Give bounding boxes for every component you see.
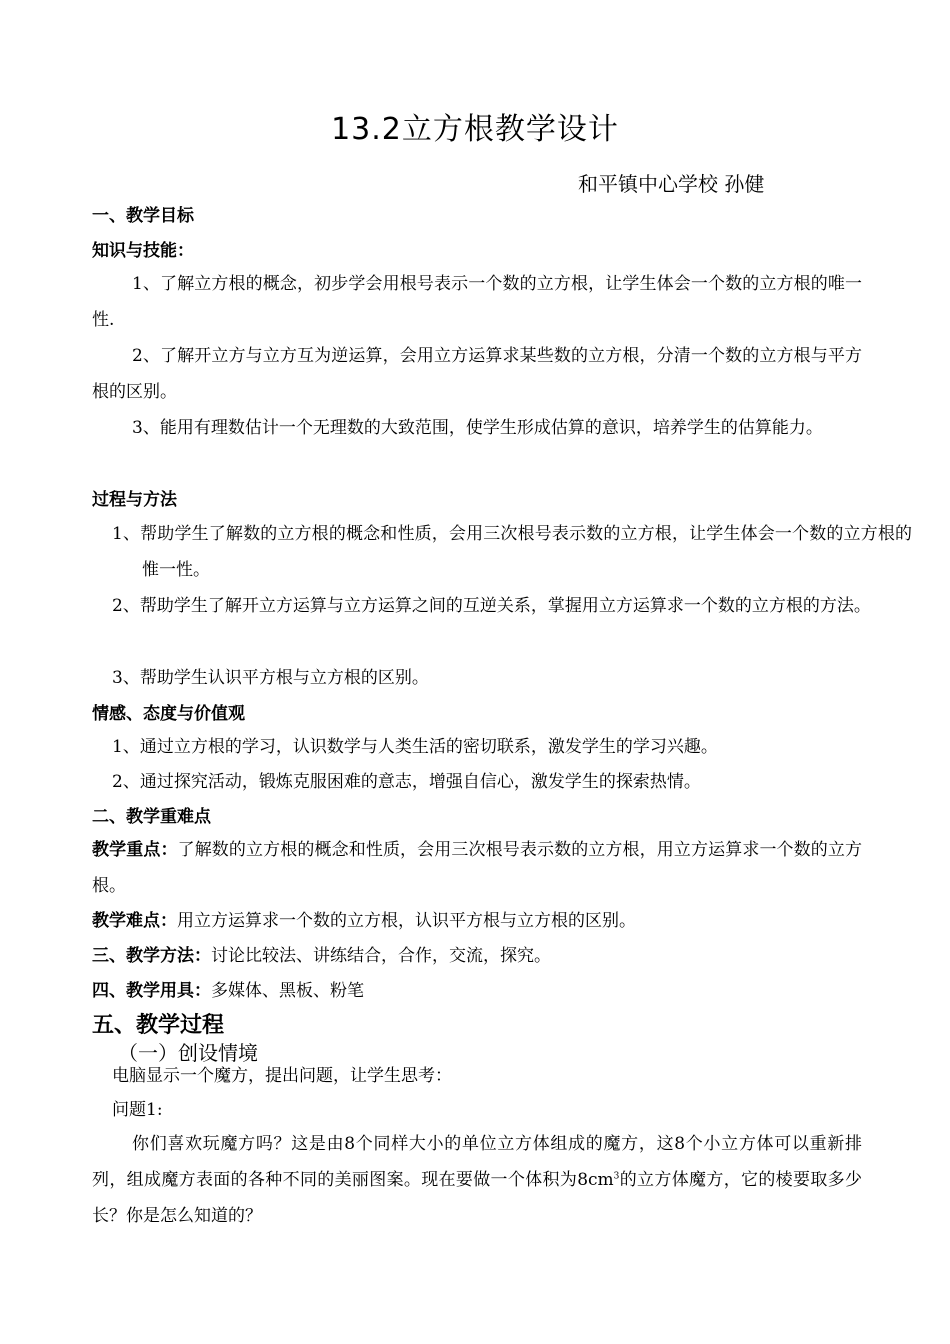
knowledge-item-1: 1、了解立方根的概念，初步学会用根号表示一个数的立方根，让学生体会一个数的立方根的唯一性. [92, 274, 862, 330]
subheading-scenario: （一）创设情境 [118, 1041, 258, 1065]
difficult-point-label: 教学难点： [92, 911, 177, 931]
question-text-a: 你们喜欢玩魔方吗？这是由8个同样大小的单位立方体组成的魔方，这8个小立方体可以重新排列，组成魔方表面的各种不同的美丽图案。现在要做一个体积为8cm [92, 1134, 862, 1190]
key-point-label: 教学重点： [92, 840, 178, 860]
difficult-point-text: 用立方运算求一个数的立方根，认识平方根与立方根的区别。 [177, 911, 636, 931]
process-item-2: 2、帮助学生了解开立方运算与立方运算之间的互逆关系，掌握用立方运算求一个数的立方根的方法。 [112, 596, 871, 616]
tools-paragraph [92, 973, 862, 1009]
question-paragraph [92, 1126, 862, 1234]
author-line: 和平镇中心学校 孙健 [578, 172, 765, 196]
methods-text: 讨论比较法、讲练结合，合作，交流，探究。 [211, 946, 551, 966]
attitude-item-2: 2、通过探究活动，锻炼克服困难的意志，增强自信心，激发学生的探索热情。 [112, 772, 701, 792]
process-item-1: 1、帮助学生了解数的立方根的概念和性质，会用三次根号表示数的立方根，让学生体会一个数的立方根的惟一性。 [112, 524, 912, 580]
attitude-item-1: 1、通过立方根的学习，认识数学与人类生活的密切联系，激发学生的学习兴趣。 [112, 737, 718, 757]
knowledge-item-2: 2、了解开立方与立方互为逆运算，会用立方运算求某些数的立方根，分清一个数的立方根与平方根的区别。 [92, 346, 862, 402]
difficult-point-paragraph [92, 903, 862, 939]
knowledge-item-3: 3、能用有理数估计一个无理数的大致范围，使学生形成估算的意识，培养学生的估算能力。 [132, 418, 823, 438]
process-item-3: 3、帮助学生认识平方根与立方根的区别。 [112, 668, 429, 688]
question-text-b: 的立方体魔方，它的棱要取多少长？你是怎么知道的？ [92, 1170, 862, 1226]
key-point-paragraph [92, 832, 862, 904]
subheading-attitude: 情感、态度与价值观 [92, 704, 245, 724]
tools-label: 四、教学用具： [92, 981, 211, 1001]
methods-label: 三、教学方法： [92, 946, 211, 966]
subheading-knowledge: 知识与技能： [92, 241, 194, 261]
section-heading-key-points: 二、教学重难点 [92, 807, 211, 827]
section-heading-objectives: 一、教学目标 [92, 206, 194, 226]
scenario-intro: 电脑显示一个魔方，提出问题，让学生思考： [112, 1066, 452, 1086]
tools-text: 多媒体、黑板、粉笔 [211, 981, 364, 1001]
section-heading-process: 五、教学过程 [92, 1013, 225, 1038]
question-label: 问题1: [112, 1100, 163, 1120]
methods-paragraph [92, 938, 862, 974]
document-title: 13.2立方根教学设计 [331, 112, 619, 147]
key-point-text: 了解数的立方根的概念和性质，会用三次根号表示数的立方根，用立方运算求一个数的立方根。 [92, 840, 863, 896]
subheading-process: 过程与方法 [92, 490, 177, 510]
cubic-superscript: 3 [613, 1171, 620, 1182]
